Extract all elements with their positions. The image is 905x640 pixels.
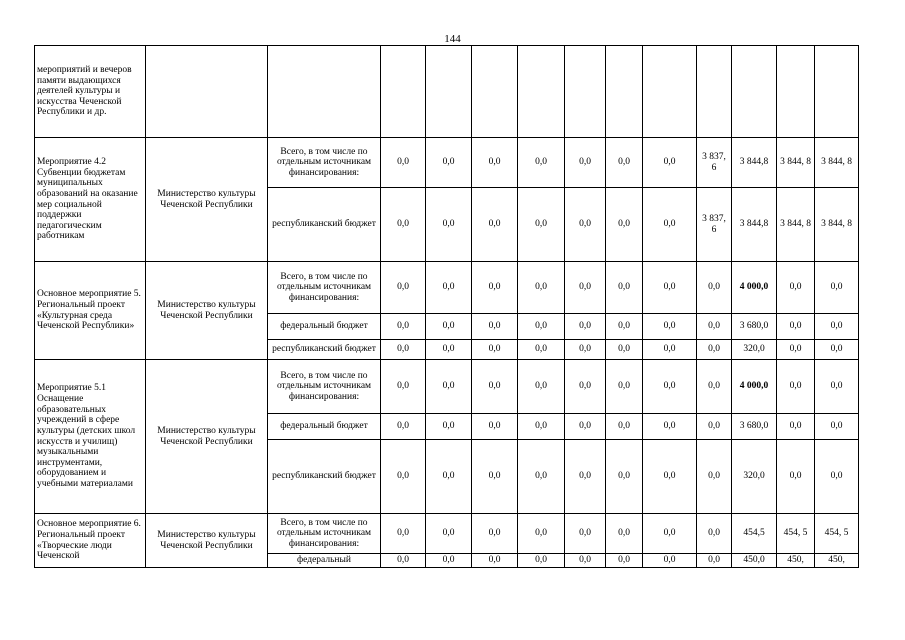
amount-cell: 0,0 — [697, 262, 732, 314]
amount-cell: 3 680,0 — [732, 414, 777, 440]
table-row — [35, 514, 859, 554]
executor — [146, 46, 268, 138]
page-number: 144 — [444, 33, 461, 45]
funding-source: федеральный бюджет — [268, 414, 381, 440]
amount-cell: 0,0 — [565, 514, 606, 554]
funding-source — [268, 46, 381, 138]
amount-cell: 3 680,0 — [732, 314, 777, 340]
amount-cell: 3 844,8 — [732, 188, 777, 262]
amount-cell: 0,0 — [565, 440, 606, 514]
amount-cell: 3 844, 8 — [777, 138, 815, 188]
table-row — [35, 46, 859, 138]
amount-cell: 0,0 — [426, 514, 472, 554]
amount-cell: 0,0 — [643, 554, 697, 568]
amount-cell: 4 000,0 — [732, 262, 777, 314]
amount-cell: 0,0 — [472, 188, 518, 262]
measure-name: Мероприятие 4.2 Субвенции бюджетам муниципальных образований на оказание мер социальной поддержки педагогическим работникам — [35, 138, 146, 262]
amount-cell: 0,0 — [426, 262, 472, 314]
amount-cell: 0,0 — [426, 414, 472, 440]
amount-cell: 0,0 — [606, 188, 643, 262]
amount-cell: 0,0 — [381, 340, 426, 360]
amount-cell: 3 844, 8 — [777, 188, 815, 262]
amount-cell: 0,0 — [472, 440, 518, 514]
amount-cell: 3 837, 6 — [697, 188, 732, 262]
table-row — [35, 138, 859, 188]
amount-cell: 0,0 — [697, 514, 732, 554]
funding-source: Всего, в том числе по отдельным источникам финансирования: — [268, 138, 381, 188]
amount-cell: 0,0 — [697, 414, 732, 440]
amount-cell: 0,0 — [777, 340, 815, 360]
amount-cell: 0,0 — [381, 440, 426, 514]
amount-cell: 0,0 — [472, 414, 518, 440]
amount-cell — [643, 46, 697, 138]
amount-cell: 0,0 — [518, 360, 565, 414]
amount-cell — [381, 46, 426, 138]
amount-cell: 0,0 — [381, 360, 426, 414]
amount-cell: 3 837, 6 — [697, 138, 732, 188]
amount-cell: 0,0 — [518, 440, 565, 514]
amount-cell: 0,0 — [381, 138, 426, 188]
amount-cell: 4 000,0 — [732, 360, 777, 414]
amount-cell — [426, 46, 472, 138]
table-row — [35, 262, 859, 314]
amount-cell: 3 844,8 — [732, 138, 777, 188]
amount-cell: 450, — [815, 554, 859, 568]
amount-cell: 0,0 — [518, 340, 565, 360]
amount-cell: 0,0 — [606, 554, 643, 568]
amount-cell: 0,0 — [381, 514, 426, 554]
amount-cell: 0,0 — [426, 138, 472, 188]
amount-cell: 0,0 — [518, 414, 565, 440]
amount-cell: 0,0 — [815, 440, 859, 514]
amount-cell: 0,0 — [518, 138, 565, 188]
amount-cell: 0,0 — [815, 414, 859, 440]
amount-cell: 0,0 — [565, 414, 606, 440]
funding-source: Всего, в том числе по отдельным источникам финансирования: — [268, 262, 381, 314]
amount-cell: 0,0 — [518, 188, 565, 262]
amount-cell: 454,5 — [732, 514, 777, 554]
amount-cell: 3 844, 8 — [815, 138, 859, 188]
funding-source: республиканский бюджет — [268, 188, 381, 262]
executor: Министерство культуры Чеченской Республики — [146, 138, 268, 262]
amount-cell: 0,0 — [697, 360, 732, 414]
amount-cell: 0,0 — [643, 188, 697, 262]
amount-cell — [472, 46, 518, 138]
amount-cell: 0,0 — [643, 360, 697, 414]
amount-cell: 0,0 — [777, 262, 815, 314]
amount-cell: 0,0 — [606, 138, 643, 188]
amount-cell: 0,0 — [777, 414, 815, 440]
funding-source: Всего, в том числе по отдельным источникам финансирования: — [268, 514, 381, 554]
amount-cell: 0,0 — [381, 314, 426, 340]
amount-cell: 0,0 — [381, 262, 426, 314]
amount-cell: 0,0 — [697, 440, 732, 514]
table-row — [35, 360, 859, 414]
amount-cell: 0,0 — [777, 314, 815, 340]
amount-cell: 0,0 — [518, 262, 565, 314]
amount-cell — [606, 46, 643, 138]
amount-cell: 0,0 — [815, 360, 859, 414]
amount-cell: 0,0 — [565, 554, 606, 568]
amount-cell: 0,0 — [643, 138, 697, 188]
amount-cell — [565, 46, 606, 138]
amount-cell: 0,0 — [643, 340, 697, 360]
funding-source: республиканский бюджет — [268, 440, 381, 514]
amount-cell: 3 844, 8 — [815, 188, 859, 262]
amount-cell: 0,0 — [426, 554, 472, 568]
amount-cell: 0,0 — [606, 262, 643, 314]
executor: Министерство культуры Чеченской Республики — [146, 262, 268, 360]
amount-cell: 454, 5 — [815, 514, 859, 554]
amount-cell: 0,0 — [565, 314, 606, 340]
amount-cell: 454, 5 — [777, 514, 815, 554]
funding-source: Всего, в том числе по отдельным источникам финансирования: — [268, 360, 381, 414]
measure-name: Основное мероприятие 6. Региональный проект «Творческие люди Чеченской — [35, 514, 146, 568]
amount-cell: 0,0 — [643, 514, 697, 554]
amount-cell: 0,0 — [643, 414, 697, 440]
amount-cell: 0,0 — [643, 262, 697, 314]
amount-cell — [777, 46, 815, 138]
amount-cell: 0,0 — [518, 314, 565, 340]
amount-cell: 0,0 — [472, 262, 518, 314]
amount-cell: 0,0 — [381, 188, 426, 262]
financing-table — [34, 45, 859, 568]
funding-source: федеральный бюджет — [268, 314, 381, 340]
amount-cell: 0,0 — [472, 360, 518, 414]
amount-cell: 450, — [777, 554, 815, 568]
amount-cell: 0,0 — [606, 360, 643, 414]
amount-cell: 0,0 — [426, 314, 472, 340]
amount-cell — [732, 46, 777, 138]
amount-cell: 0,0 — [518, 554, 565, 568]
measure-name: Основное мероприятие 5. Региональный проект «Культурная среда Чеченской Республики» — [35, 262, 146, 360]
funding-source: республиканский бюджет — [268, 340, 381, 360]
amount-cell: 0,0 — [643, 440, 697, 514]
amount-cell: 0,0 — [426, 188, 472, 262]
funding-source: федеральный — [268, 554, 381, 568]
amount-cell: 0,0 — [606, 340, 643, 360]
amount-cell — [697, 46, 732, 138]
amount-cell: 0,0 — [606, 314, 643, 340]
amount-cell: 0,0 — [815, 262, 859, 314]
amount-cell: 320,0 — [732, 440, 777, 514]
amount-cell: 0,0 — [697, 314, 732, 340]
executor: Министерство культуры Чеченской Республики — [146, 360, 268, 514]
amount-cell — [518, 46, 565, 138]
amount-cell: 0,0 — [472, 138, 518, 188]
measure-name: мероприятий и вечеров памяти выдающихся деятелей культуры и искусства Чеченской Республики и др. — [35, 46, 146, 138]
amount-cell: 0,0 — [426, 360, 472, 414]
amount-cell: 450,0 — [732, 554, 777, 568]
amount-cell: 0,0 — [472, 340, 518, 360]
amount-cell: 0,0 — [426, 440, 472, 514]
amount-cell: 0,0 — [697, 554, 732, 568]
amount-cell: 0,0 — [565, 138, 606, 188]
amount-cell: 0,0 — [565, 340, 606, 360]
amount-cell: 0,0 — [777, 440, 815, 514]
amount-cell — [815, 46, 859, 138]
amount-cell: 0,0 — [565, 360, 606, 414]
amount-cell: 0,0 — [565, 262, 606, 314]
amount-cell: 0,0 — [815, 314, 859, 340]
amount-cell: 0,0 — [472, 554, 518, 568]
amount-cell: 320,0 — [732, 340, 777, 360]
amount-cell: 0,0 — [643, 314, 697, 340]
amount-cell: 0,0 — [518, 514, 565, 554]
amount-cell: 0,0 — [472, 314, 518, 340]
executor: Министерство культуры Чеченской Республики — [146, 514, 268, 568]
amount-cell: 0,0 — [381, 414, 426, 440]
amount-cell: 0,0 — [697, 340, 732, 360]
measure-name: Мероприятие 5.1 Оснащение образовательных учреждений в сфере культуры (детских школ искусств и училищ) музыкальными инструментами, оборудованием и учебными материалами — [35, 360, 146, 514]
amount-cell: 0,0 — [472, 514, 518, 554]
amount-cell: 0,0 — [777, 360, 815, 414]
amount-cell: 0,0 — [606, 514, 643, 554]
amount-cell: 0,0 — [606, 414, 643, 440]
amount-cell: 0,0 — [426, 340, 472, 360]
amount-cell: 0,0 — [565, 188, 606, 262]
amount-cell: 0,0 — [815, 340, 859, 360]
amount-cell: 0,0 — [381, 554, 426, 568]
amount-cell: 0,0 — [606, 440, 643, 514]
